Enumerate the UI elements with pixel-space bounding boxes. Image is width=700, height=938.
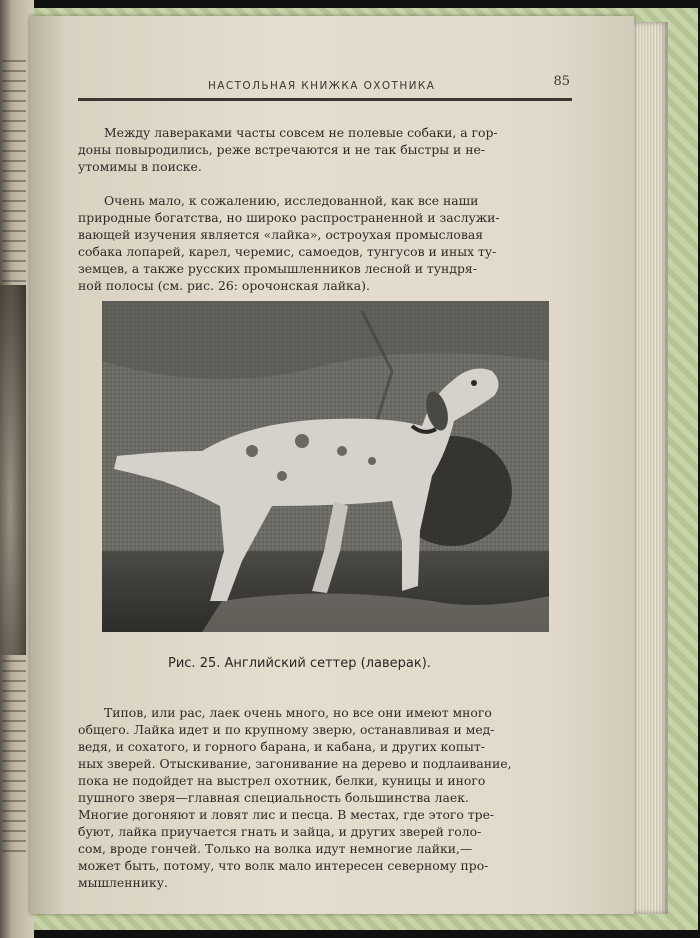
text-line: земцев, а также русских промышленников лесной и тундря- [78,261,477,276]
text-line: сом, вроде гончей. Только на волка идут немногие лайки,— [78,841,473,856]
text-line: Очень мало, к сожалению, исследованной, как все наши [104,193,479,208]
text-line: мышленнику. [78,875,168,890]
page-edges [628,22,668,914]
book-page [30,16,634,914]
page-number: 85 [553,74,570,89]
setter-photo [102,301,549,632]
paragraph-2 [78,192,578,294]
figure-caption: Рис. 25. Английский сеттер (лаверак). [168,656,431,671]
setter-dog-illustration [102,301,549,632]
text-line: вающей изучения является «лайка», остроухая промысловая [78,227,484,242]
text-line: пушного зверя—главная специальность большинства лаек. [78,790,469,805]
text-line: Типов, или рас, лаек очень много, но все они имеют много [104,705,492,720]
text-line: ных зверей. Отыскивание, загонивание на дерево и подлаивание, [78,756,512,771]
text-line: доны повыродились, реже встречаются и не так быстры и не- [78,142,486,157]
text-line: ной полосы (см. рис. 26: орочонская лайка). [78,278,370,293]
text-line: буют, лайка приучается гнать и зайца, и других зверей голо- [78,824,482,839]
paragraph-1 [78,124,578,175]
text-line: природные богатства, но широко распространенной и заслужи- [78,210,500,225]
text-line: ведя, и сохатого, и горного барана, и кабана, и других копыт- [78,739,485,754]
previous-page-photo [0,285,26,655]
text-line: собака лопарей, карел, черемис, самоедов, тунгусов и иных ту- [78,244,497,259]
text-line: Между лавераками часты совсем не полевые собаки, а гор- [104,125,498,140]
text-line: утомимы в поиске. [78,159,202,174]
running-header-title: НАСТОЛЬНАЯ КНИЖКА ОХОТНИКА [208,80,436,92]
text-line: Многие догоняют и ловят лис и песца. В местах, где этого тре- [78,807,495,822]
running-header [78,72,572,102]
text-line: пока не подойдет на выстрел охотник, белки, куницы и иного [78,773,486,788]
text-line: может быть, потому, что волк мало интересен северному про- [78,858,489,873]
header-rule [78,98,572,101]
paragraph-3 [78,704,578,891]
text-line: общего. Лайка идет и по крупному зверю, останавливая и мед- [78,722,495,737]
previous-page-edge [0,0,34,938]
